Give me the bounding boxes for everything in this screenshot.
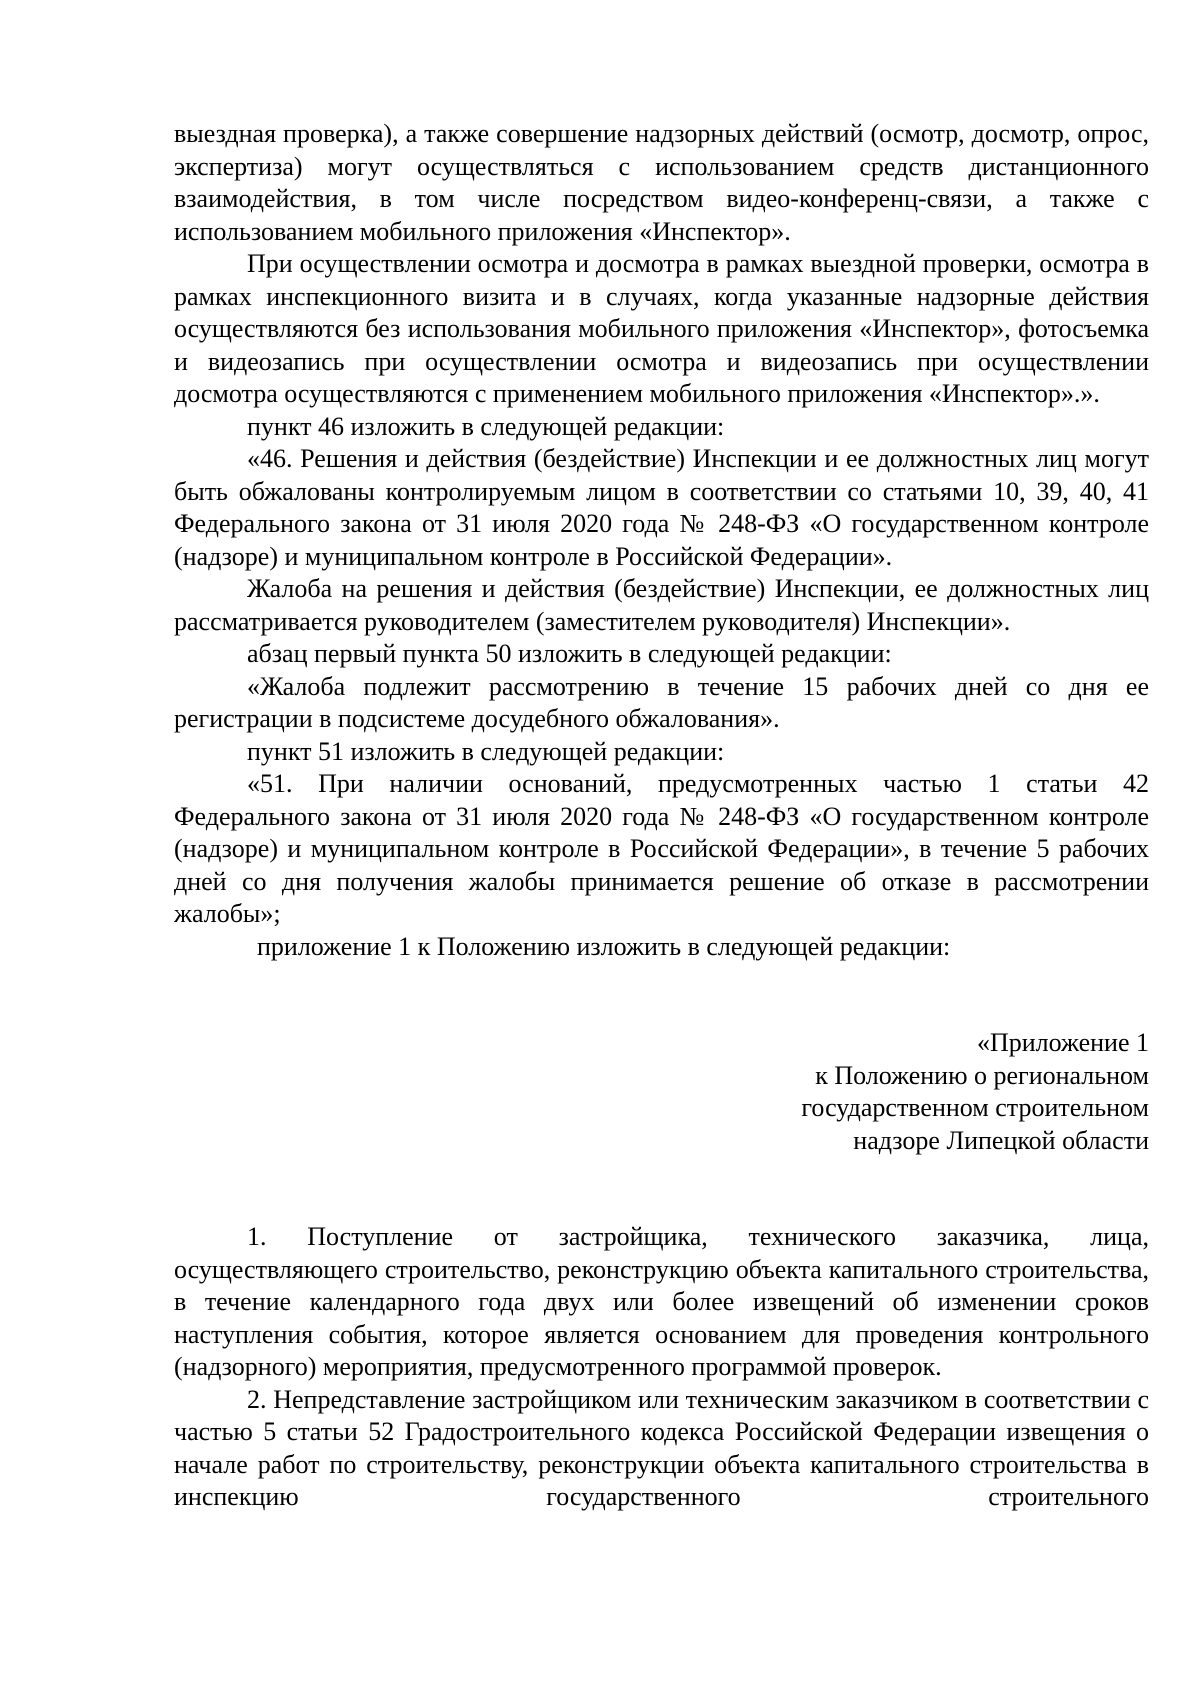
appendix-items: [174, 1221, 1149, 1514]
paragraph-item-51-instruction: пункт 51 изложить в следующей редакции:: [247, 736, 725, 766]
appendix-header-line: надзоре Липецкой области: [853, 1125, 1149, 1155]
paragraph-item-50-instruction: абзац первый пункта 50 изложить в следующей редакции:: [247, 639, 892, 668]
appendix-header-line: государственном строительном: [801, 1093, 1149, 1122]
list-item: 1. Поступление от застройщика, технического заказчика, лица, осуществляющего строительство, реконструкцию объекта капитального строительства, в течение календарного года двух или более извещений об изменении сроков наступления события, которое является основанием для проведения контрольного (надзорного) мероприятия, предусмотренного программой проверок.: [174, 1222, 1149, 1381]
appendix-header: [174, 1027, 1149, 1157]
appendix-header-line: «Приложение 1: [976, 1028, 1149, 1057]
paragraph-item-50-text: «Жалоба подлежит рассмотрению в течение 15 рабочих дней со дня ее регистрации в подсистеме досудебного обжалования».: [174, 671, 1149, 733]
paragraph-item-51-text: «51. При наличии оснований, предусмотренных частью 1 статьи 42 Федерального закона от 31 июля 2020 года № 248-ФЗ «О государственном контроле (надзоре) и муниципальном контроле в Российской Федерации», в течение 5 рабочих дней со дня получения жалобы принимается решение об отказе в рассмотрении жалобы»;: [174, 769, 1149, 928]
paragraph-mobile-app-inspection: При осуществлении осмотра и досмотра в рамках выездной проверки, осмотра в рамках инспекционного визита и в случаях, когда указанные надзорные действия осуществляются без использования мобильного приложения «Инспектор», фотосъемка и видеозапись при осуществлении осмотра и видеозапись при осуществлении досмотра осуществляются с применением мобильного приложения «Инспектор».».: [174, 249, 1149, 408]
list-item: 2. Непредставление застройщиком или техническим заказчиком в соответствии с частью 5 статьи 52 Градостроительного кодекса Российской Федерации извещения о начале работ по строительству, реконструкции объекта капитального строительства в инспекцию государственного строительного: [174, 1384, 1149, 1511]
document-page: [174, 118, 1149, 1514]
paragraph-item-46-text: «46. Решения и действия (бездействие) Инспекции и ее должностных лиц могут быть обжалованы контролируемым лицом в соответствии со статьями 10, 39, 40, 41 Федерального закона от 31 июля 2020 года № 248-ФЗ «О государственном контроле (надзоре) и муниципальном контроле в Российской Федерации».: [174, 444, 1149, 571]
paragraph-inspection-continuation: выездная проверка), а также совершение надзорных действий (осмотр, досмотр, опрос, экспертиза) могут осуществляться с использованием средств дистанционного взаимодействия, в том числе посредством видео-конференц-связи, а также с использованием мобильного приложения «Инспектор».: [174, 119, 1149, 246]
paragraph-appendix-instruction: приложение 1 к Положению изложить в следующей редакции:: [257, 931, 951, 961]
paragraph-item-46-instruction: пункт 46 изложить в следующей редакции:: [247, 411, 725, 441]
appendix-header-line: к Положению о региональном: [815, 1060, 1149, 1090]
paragraph-complaint-review: Жалоба на решения и действия (бездействие) Инспекции, ее должностных лиц рассматривается руководителем (заместителем руководителя) Инспекции».: [174, 574, 1149, 636]
